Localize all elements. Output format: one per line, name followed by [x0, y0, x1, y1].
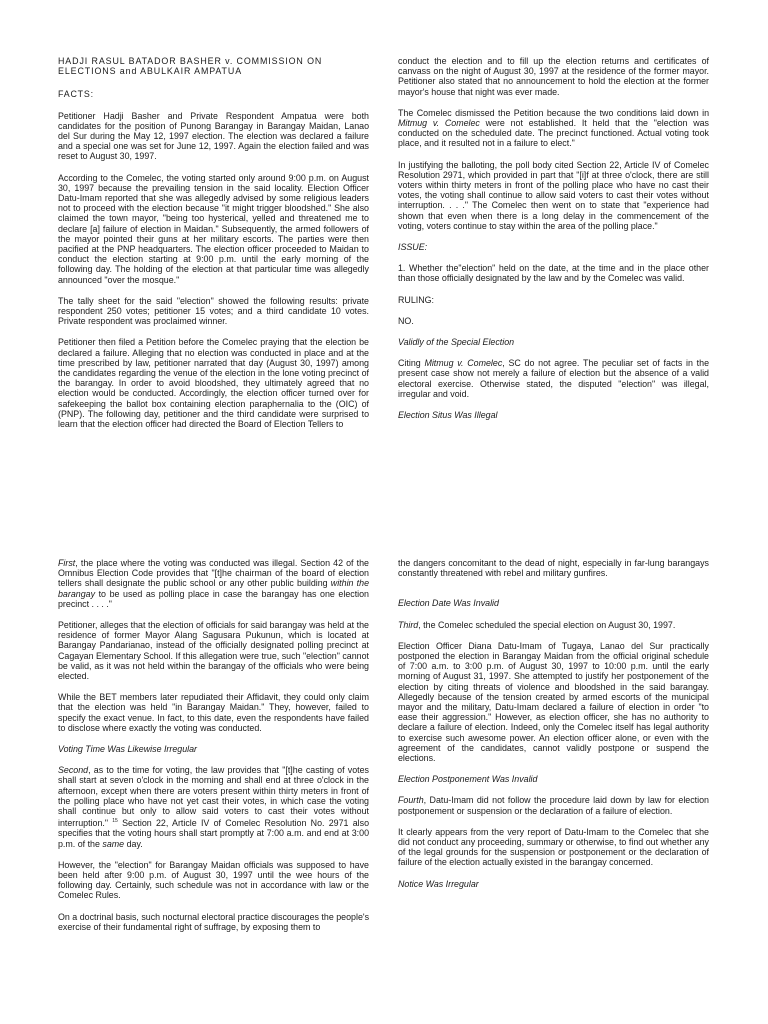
subheading-voting-time: Voting Time Was Likewise Irregular	[58, 744, 198, 755]
emphasis: Third	[398, 619, 419, 630]
page1-right-column	[398, 56, 709, 431]
facts-label: FACTS:	[58, 89, 94, 100]
ruling-paragraph-third	[398, 620, 709, 630]
facts-paragraph-5: conduct the election and to fill up the election returns and certificates of canvass on the night of August 30, 1997 at the residence of the former mayor. Petitioner also stated that no announcement to hold the election at the former mayor's house that night was ever made.	[398, 56, 709, 97]
page1-left-column	[58, 56, 369, 440]
emphasis: same	[102, 838, 125, 849]
issue-1: 1. Whether the"election" held on the date, at the time and in the place other than those officially designated by the law and by the Comelec was valid.	[398, 263, 709, 284]
issue-label: ISSUE:	[398, 242, 428, 253]
ruling-paragraph-1	[398, 358, 709, 399]
page2-left-column	[58, 558, 369, 943]
ruling-paragraph-petitioner: Petitioner, alleges that the election of officials for said barangay was held at the residence of former Mayor Alang Sagusara Pukunun, which is located at Barangay Pandarianao, instead of the officially designated polling precinct at Cagayan Elementary School. If this allegation were true, such "election" cannot be valid, as it was not held within the barangay of the officials who were being elected.	[58, 620, 369, 682]
subheading-notice: Notice Was Irregular	[398, 878, 479, 889]
subheading-validity: Validly of the Special Election	[398, 337, 515, 348]
text-run: , Datu-Imam did not follow the procedure laid down by law for election postponement or suspension or the declaration of a failure of election.	[398, 795, 709, 816]
subheading-situs: Election Situs Was Illegal	[398, 410, 498, 421]
ruling-paragraph-doctrinal: On a doctrinal basis, such nocturnal electoral practice discourages the people's exercise of their fundamental right of suffrage, by exposing them to	[58, 911, 370, 932]
ruling-label: RULING:	[398, 294, 434, 305]
case-citation: Mitmug v. Comelec	[424, 358, 503, 369]
text-run: Citing	[398, 358, 425, 369]
facts-paragraph-2: According to the Comelec, the voting started only around 9:00 p.m. on August 30, 1997 because the prevailing tension in the said locality. Election Officer Datu-Imam reported that she was allegedly advised by some religious leaders not to proceed with the election because "it might trigger bloodshed." She also claimed the town mayor, "being too hysterical, yelled and threatened me to declare [a] failure of election in Maidan." Subsequently, the armed followers of the mayor pointed their guns at her military escorts. The parties were then pacified at the PNP headquarters. The election officer proceeded to Maidan to conduct the election starting at 9:00 p.m. until the early morning of the following day. The holding of the election at that particular time was allegedly announced "over the mosque."	[58, 172, 369, 285]
text-run: , SC do not agree. The peculiar set of facts in the present case show not merely a failure of election but the absence of a valid electoral exercise. Otherwise stated, the disputed "election" was illegal, irregular and void.	[398, 358, 710, 399]
facts-paragraph-3: The tally sheet for the said "election" showed the following results: private respondent 250 votes; petitioner 15 votes; and a third candidate 10 votes. Private respondent was proclaimed winner.	[58, 295, 369, 327]
footnote-marker: 15	[112, 818, 118, 825]
ruling-paragraph-second	[58, 765, 369, 849]
ruling-paragraph-datu-imam: Election Officer Diana Datu-Imam of Tugaya, Lanao del Sur practically postponed the election in Barangay Maidan from the official original schedule of 7:00 a.m. to 3:00 p.m. of August 30, 1997 to 10:00 p.m. until the early morning of August 31, 1997. She attempted to justify her postponement of the election by citing threats of violence and bloodshed in the said barangay. Allegedly because of the tension created by armed escorts of the municipal mayor and the military, Datu-Imam declared a failure of election in order "to ease their aggression." However, as election officer, she has no authority to declare a failure of election. Indeed, only the Comelec itself has legal authority to exercise such awesome power. An election officer alone, or even with the agreement of the candidates, cannot validly postpone or suspend the elections.	[398, 640, 709, 764]
ruling-value: NO.	[398, 315, 414, 326]
facts-paragraph-1: Petitioner Hadji Basher and Private Respondent Ampatua were both candidates for the position of Punong Barangay in Barangay Maidan, Lanao del Sur during the May 12, 1997 election. The election was declared a failure and a special one was set for June 12, 1997. Again the election failed and was reset to August 30, 1997.	[58, 110, 369, 162]
case-title: HADJI RASUL BATADOR BASHER v. COMMISSION ON ELECTIONS and ABULKAIR AMPATUA	[58, 56, 323, 77]
text-run: The Comelec dismissed the Petition because the two conditions laid down in	[398, 107, 709, 118]
facts-paragraph-4: Petitioner then filed a Petition before the Comelec praying that the election be declared a failure. Alleging that no election was conducted in place and at the time prescribed by law, petitioner narrated that day (August 30, 1997) among the candidates regarding the venue of the election in the lone voting precinct of the barangay. In order to avoid bloodshed, they ultimately agreed that no election would be conducted. Accordingly, the election officer turned over for safekeeping the ballot box containing election paraphernalia to the (OIC) of (PNP). The following day, petitioner and the third candidate were surprised to learn that the election officer had directed the Board of Election Tellers to	[58, 337, 369, 430]
text-run: , the place where the voting was conducted was illegal. Section 42 of the Omnibus Election Code provides that "[t]he chairman of the board of election tellers shall designate the public school or any other public building	[58, 558, 369, 589]
emphasis: Fourth	[398, 795, 424, 806]
text-run: were not established. It held that the "election was conducted on the scheduled date. The precinct functioned. Actual voting took place, and it resulted not in a failure to elect."	[398, 118, 709, 149]
emphasis: First	[58, 558, 76, 568]
ruling-paragraph-fourth	[398, 795, 709, 815]
emphasis: Second	[58, 765, 89, 776]
subheading-postponement: Election Postponement Was Invalid	[398, 774, 538, 785]
case-citation: Mitmug v. Comelec	[398, 118, 480, 129]
ruling-paragraph-report: It clearly appears from the very report of Datu-Imam to the Comelec that she did not conduct any proceeding, summary or otherwise, to find out whether any of the legal grounds for the suspension or postponement or the declaration of failure of the election actually existed in the barangay concerned.	[398, 826, 709, 868]
ruling-paragraph-bet: While the BET members later repudiated their Affidavit, they could only claim that the election was held "in Barangay Maidan." They, however, failed to specify the exact venue. In fact, to this date, even the respondents have failed to disclose where exactly the voting was conducted.	[58, 692, 369, 733]
text-run: day.	[124, 838, 143, 849]
ruling-paragraph-first	[58, 558, 369, 609]
text-run: , the Comelec scheduled the special election on August 30, 1997.	[418, 619, 676, 630]
emphasis: within the barangay	[58, 578, 370, 599]
text-run: , as to the time for voting, the law provides that "[t]he casting of votes shall start at seven o'clock in the morning and shall end at three o'clock in the afternoon, except when there are voters present within thirty meters in front of the polling place who have not yet cast their votes, in which case the voting shall continue but only to allow said voters to cast their votes without interruption."	[58, 765, 369, 829]
text-run: Section 22, Article IV of Comelec Resolution No. 2971 also specifies that the voting hours shall start promptly at 7:00 a.m. and end at 3:00 p.m. of the	[58, 818, 370, 849]
document-page-2	[0, 540, 768, 1024]
page2-right-column	[398, 558, 709, 900]
facts-paragraph-7: In justifying the balloting, the poll body cited Section 22, Article IV of Comelec Resolution 2971, which provided in part that "[i]f at three o'clock, there are still voters within thirty meters in front of the polling place who have no cast their votes, the voting shall continue to allow said voters to cast their votes without interruption. . . ." The Comelec then went on to state that "experience had shown that even when there is a long delay in the commencement of the voting, voters continue to stay within the area of the polling place."	[398, 159, 709, 231]
subheading-election-date: Election Date Was Invalid	[398, 598, 499, 609]
ruling-paragraph-however: However, the "election" for Barangay Maidan officials was supposed to have been held after 9:00 p.m. of August 30, 1997 until the wee hours of the following day. Certainly, such schedule was not in accordance with law or the Comelec Rules.	[58, 859, 369, 901]
text-run: to be used as polling place in case the barangay has one election precinct . . . ."	[58, 588, 369, 609]
ruling-paragraph-dangers: the dangers concomitant to the dead of night, especially in far-lung barangays constantly threatened with rebel and military gunfires.	[398, 558, 709, 579]
facts-paragraph-6	[398, 108, 709, 149]
